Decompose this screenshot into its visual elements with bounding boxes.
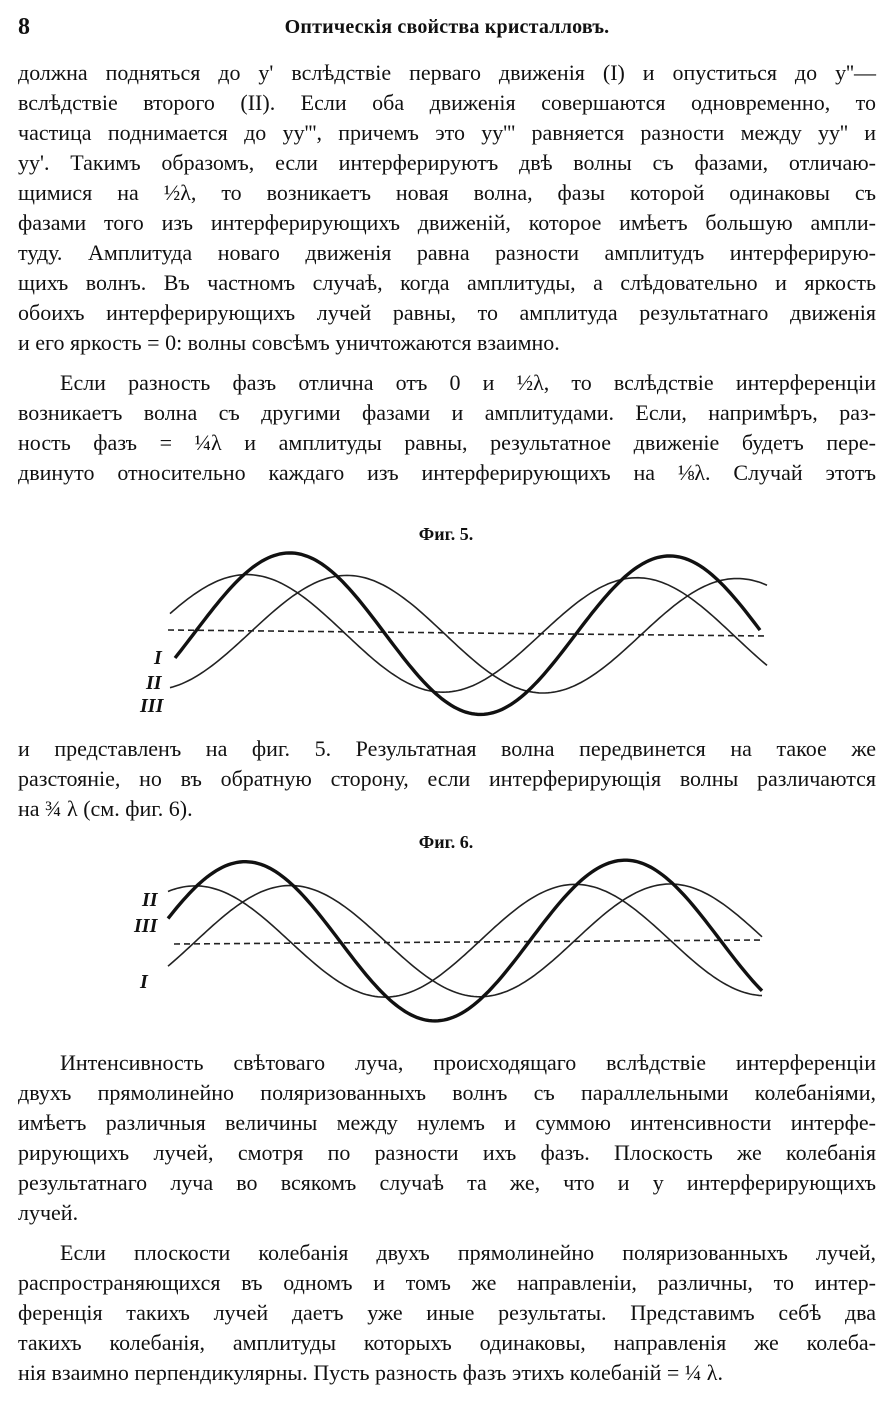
text-line: Если разность фазъ отлична отъ 0 и ½λ, то вслѣдствіе интерференціи — [60, 370, 876, 395]
page-number: 8 — [18, 14, 30, 40]
running-title: Оптическія свойства кристалловъ. — [284, 16, 610, 38]
axis-dashed-line — [174, 940, 764, 944]
figure-6-caption: Фиг. 6. — [418, 832, 474, 852]
text-line: ференція такихъ лучей даетъ уже иные результаты. Представимъ себѣ два — [18, 1300, 876, 1325]
figure-6 — [0, 856, 892, 1036]
paragraph-3 — [18, 734, 876, 824]
text-line: yy'. Такимъ образомъ, если интерферируютъ двѣ волны съ фазами, отличаю- — [18, 150, 876, 175]
wave-I — [168, 884, 762, 997]
wave-label: III — [140, 695, 164, 717]
text-line: рирующихъ лучей, смотря по разности ихъ фазъ. Плоскость же колебанія — [18, 1140, 876, 1165]
text-line: нія взаимно перпендикулярны. Пусть разность фазъ этихъ колебаній = ¼ λ. — [18, 1360, 723, 1385]
text-line: ность фазъ = ¼λ и амплитуды равны, результатное движеніе будетъ пере- — [18, 430, 876, 455]
page-header — [18, 14, 876, 44]
text-line: двухъ прямолинейно поляризованныхъ волнъ съ параллельными колебаніями, — [18, 1080, 876, 1105]
text-line: обоихъ интерферирующихъ лучей равны, то амплитуда результатнаго движенія — [18, 300, 876, 325]
text-line: щимися на ½λ, то возникаетъ новая волна, фазы которой одинаковы съ — [18, 180, 876, 205]
paragraph-1 — [18, 58, 876, 358]
text-line: возникаетъ волна съ другими фазами и амплитудами. Если, напримѣръ, раз- — [18, 400, 876, 425]
text-line: Если плоскости колебанія двухъ прямолинейно поляризованныхъ лучей, — [60, 1240, 876, 1265]
text-line: туду. Амплитуда новаго движенія равна разности амплитудъ интерферирую- — [18, 240, 876, 265]
wave-label: I — [154, 647, 162, 669]
text-line: и его яркость = 0: волны совсѣмъ уничтожаются взаимно. — [18, 330, 560, 355]
wave-II — [170, 575, 767, 693]
text-line: двинуто относительно каждаго изъ интерферирующихъ на ⅛λ. Случай этотъ — [18, 460, 876, 485]
text-line: разстояніе, но въ обратную сторону, если интерферирующія волны различаются — [18, 766, 876, 791]
axis-dashed-line — [168, 630, 766, 636]
text-line: распространяющихся въ одномъ и томъ же направленіи, различны, то интер- — [18, 1270, 876, 1295]
text-line: имѣетъ различныя величины между нулемъ и суммою интенсивности интерфе- — [18, 1110, 876, 1135]
figure-5 — [0, 548, 892, 728]
text-line: лучей. — [18, 1200, 79, 1225]
wave-II — [168, 884, 762, 997]
text-line: вслѣдствіе второго (II). Если оба движенія совершаются одновременно, то — [18, 90, 876, 115]
text-line: Интенсивность свѣтоваго луча, происходящаго вслѣдствіе интерференціи — [60, 1050, 876, 1075]
wave-label: II — [142, 889, 158, 911]
text-line: и представленъ на фиг. 5. Результатная волна передвинется на такое же — [18, 736, 876, 761]
wave-label: I — [140, 971, 148, 993]
text-line: фазами того изъ интерферирующихъ движеній, которое имѣетъ большую ампли- — [18, 210, 876, 235]
figure-5-caption: Фиг. 5. — [418, 524, 474, 544]
wave-III-resultant — [168, 860, 762, 1021]
text-line: должна подняться до y' вслѣдствіе перваго движенія (I) и опуститься до y''— — [18, 60, 876, 85]
paragraph-4 — [18, 1048, 876, 1228]
paragraph-2 — [18, 368, 876, 488]
paragraph-5 — [18, 1238, 876, 1388]
text-line: щихъ волнъ. Въ частномъ случаѣ, когда амплитуды, а слѣдовательно и яркость — [18, 270, 876, 295]
text-line: такихъ колебанія, амплитуды которыхъ одинаковы, направленія же колеба- — [18, 1330, 876, 1355]
text-line: частица поднимается до yy''', причемъ это yy''' равняется разности между yy'' и — [18, 120, 876, 145]
text-line: на ¾ λ (см. фиг. 6). — [18, 796, 193, 821]
wave-label: III — [134, 915, 158, 937]
text-line: результатнаго луча во всякомъ случаѣ та же, что и у интерферирующихъ — [18, 1170, 876, 1195]
wave-label: II — [146, 672, 162, 694]
